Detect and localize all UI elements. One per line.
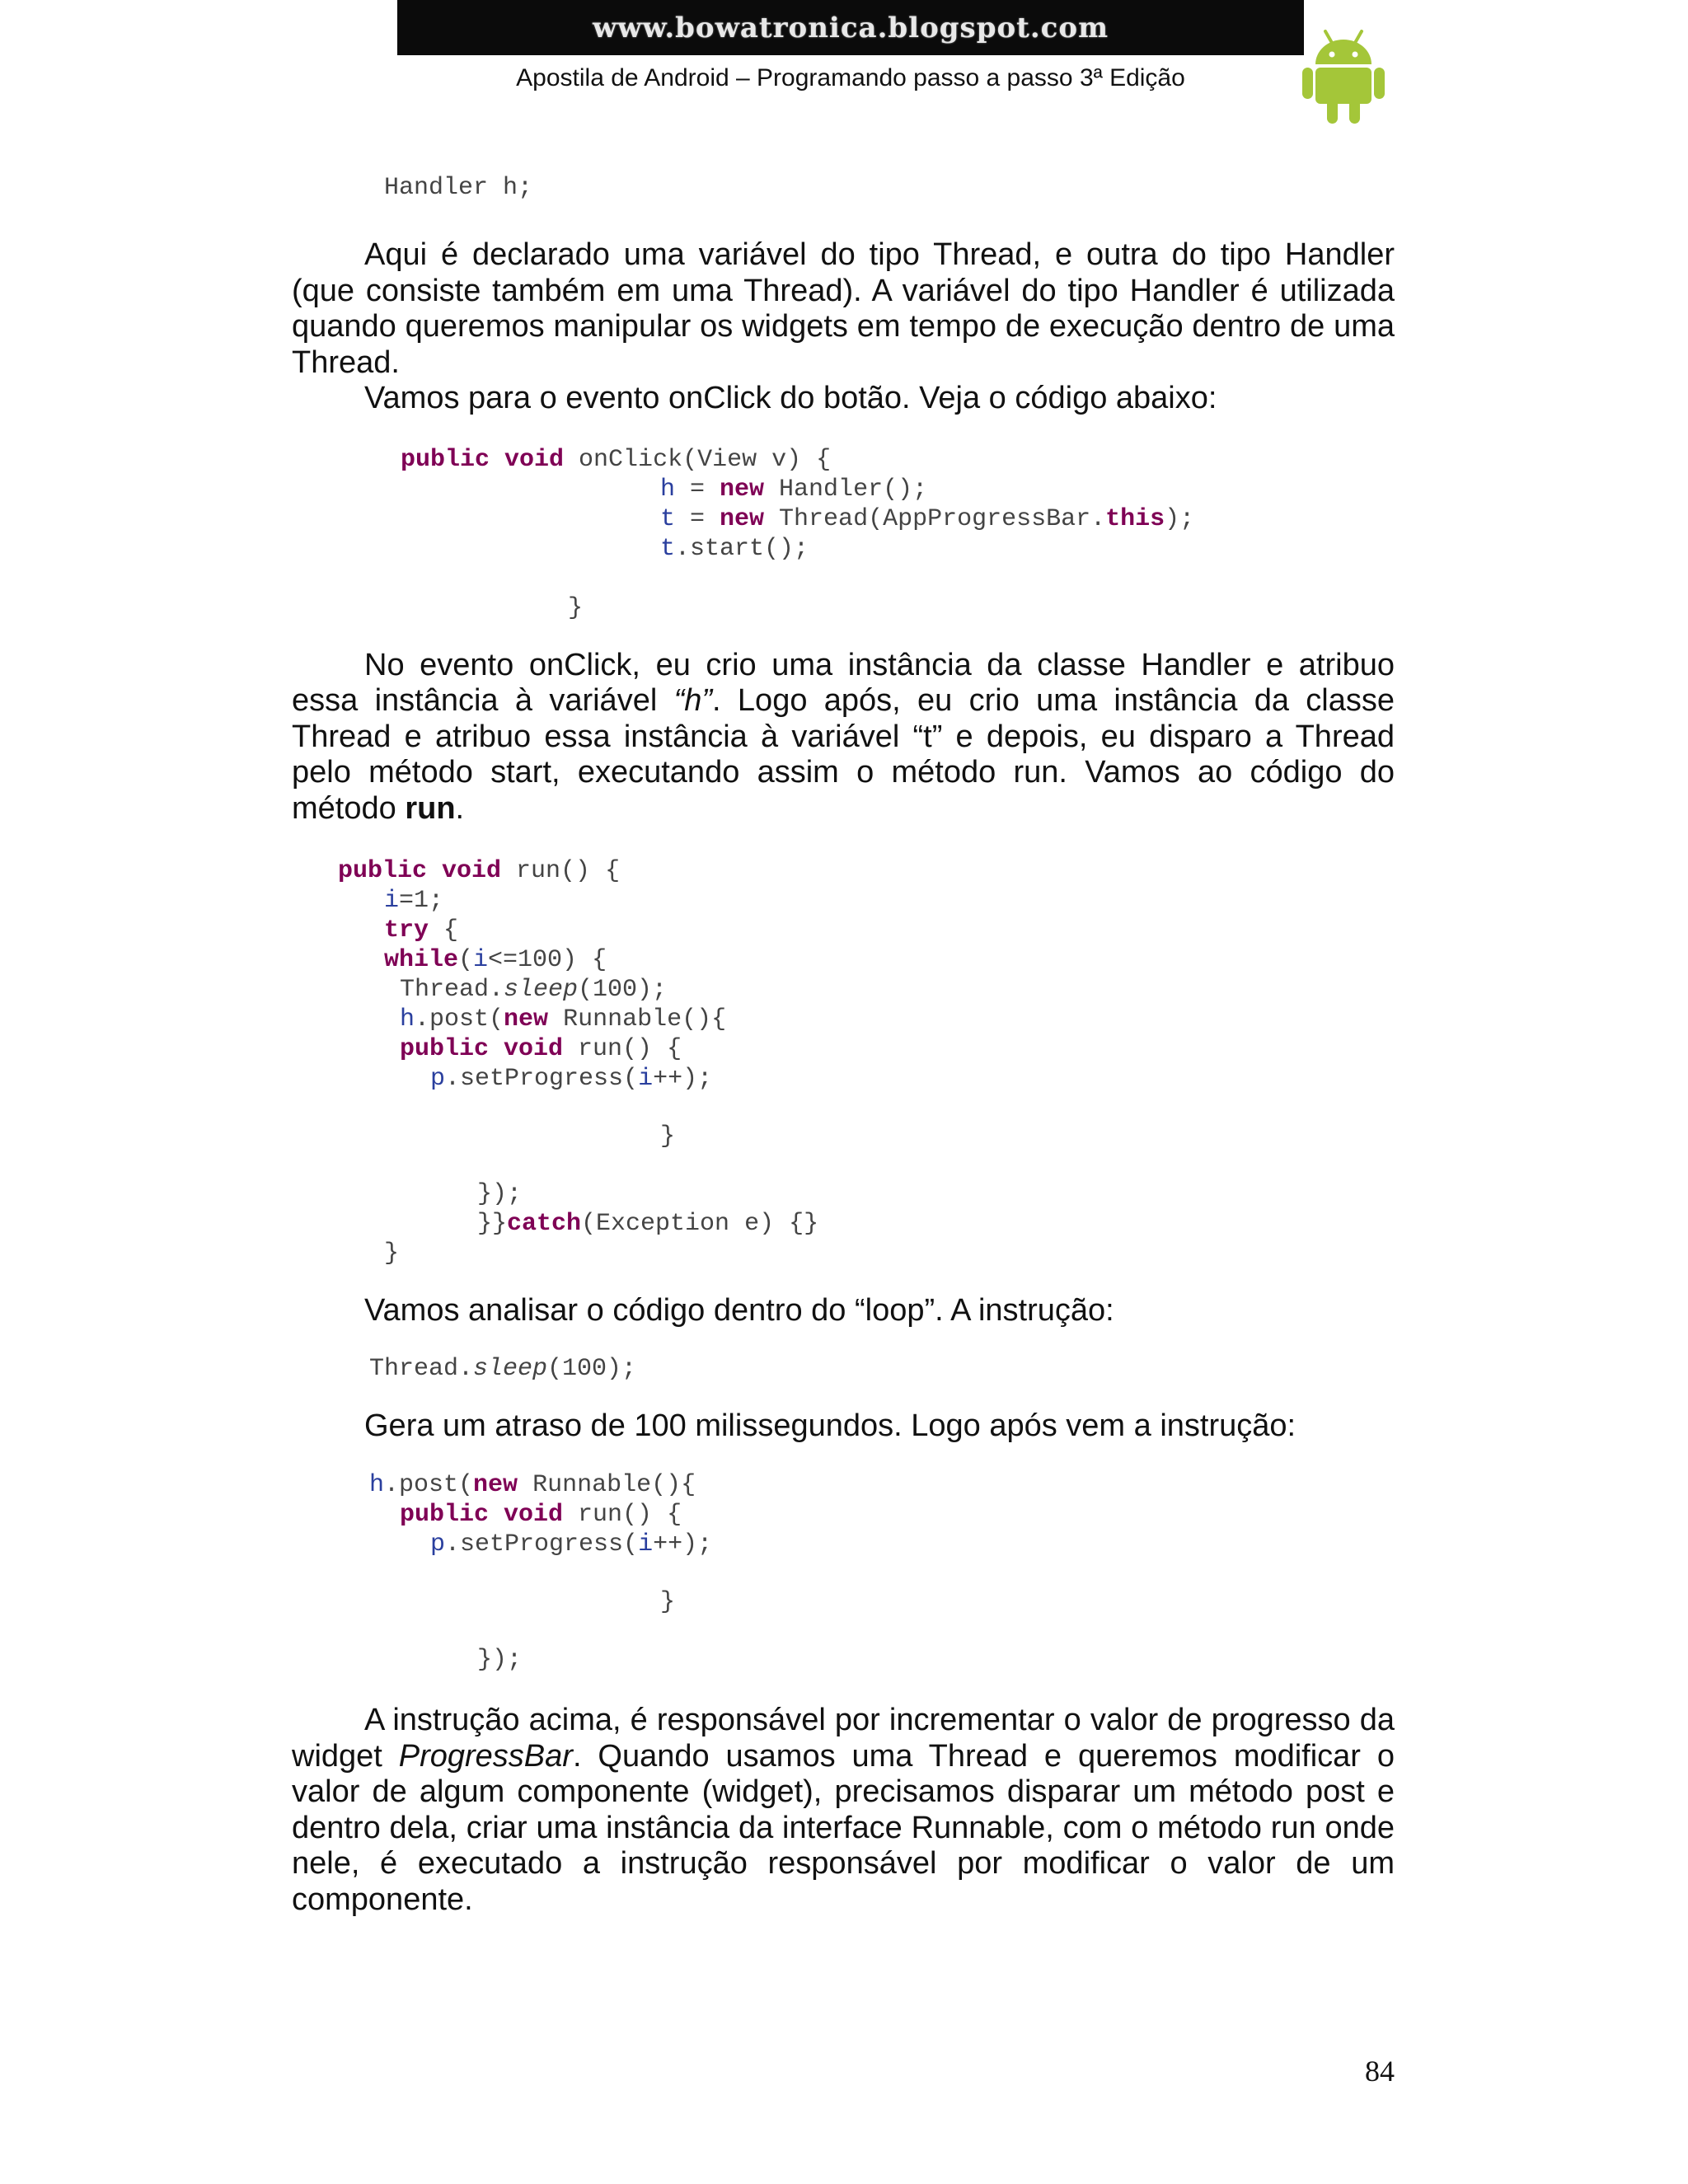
page-body [292,173,1395,1918]
code-run-method: public void run() { i=1; try { while(i<=100) { Thread.sleep(100); h.post(new Runnable(){ public void run() { p.setProgress(i++); } }); }}catch(Exception e) {} } [338,857,819,1268]
banner-text: www.bowatronica.blogspot.com [592,11,1109,45]
paragraph-delay: Gera um atraso de 100 milissegundos. Logo após vem a instrução: [364,1408,1296,1443]
paragraph-loop-analysis: Vamos analisar o código dentro do “loop”. A instrução: [364,1293,1114,1328]
document-subtitle: Apostila de Android – Programando passo a passo 3ª Edição [516,64,1185,91]
site-banner [397,0,1304,55]
page-number: 84 [1365,2055,1395,2088]
paragraph-post-explanation: A instrução acima, é responsável por incrementar o valor de progresso da widget ProgressBar. Quando usamos uma Thread e queremos modificar o valor de algum componente (widget), precisamos disparar um método post e dentro dela, criar uma instância da interface Runnable, com o método run onde nele, é executado a instrução responsável por modificar o valor de um componente. [292,1703,1395,1917]
paragraph-onclick-intro: Vamos para o evento onClick do botão. Veja o código abaixo: [364,381,1217,415]
code-onclick-block: public void onClick(View v) { h = new Handler(); t = new Thread(AppProgressBar.this); t.start(); } [401,445,1195,622]
code-post-runnable: h.post(new Runnable(){ public void run() { p.setProgress(i++); } }); [369,1471,713,1674]
code-handler-declaration: Handler h; [384,174,533,202]
android-robot-icon [1301,26,1386,125]
paragraph-onclick-explanation: No evento onClick, eu crio uma instância da classe Handler e atribuo essa instância à variável “h”. Logo após, eu crio uma instância da classe Thread e atribuo essa instância à variável “t” e depois, eu disparo a Thread pelo método start, executando assim o método run. Vamos ao código do método run. [292,647,1395,826]
paragraph-thread-handler: Aqui é declarado uma variável do tipo Thread, e outra do tipo Handler (que consiste também em uma Thread). A variável do tipo Handler é utilizada quando queremos manipular os widgets em tempo de execução dentro de uma Thread. [292,237,1395,380]
code-thread-sleep: Thread.sleep(100); [369,1354,637,1383]
